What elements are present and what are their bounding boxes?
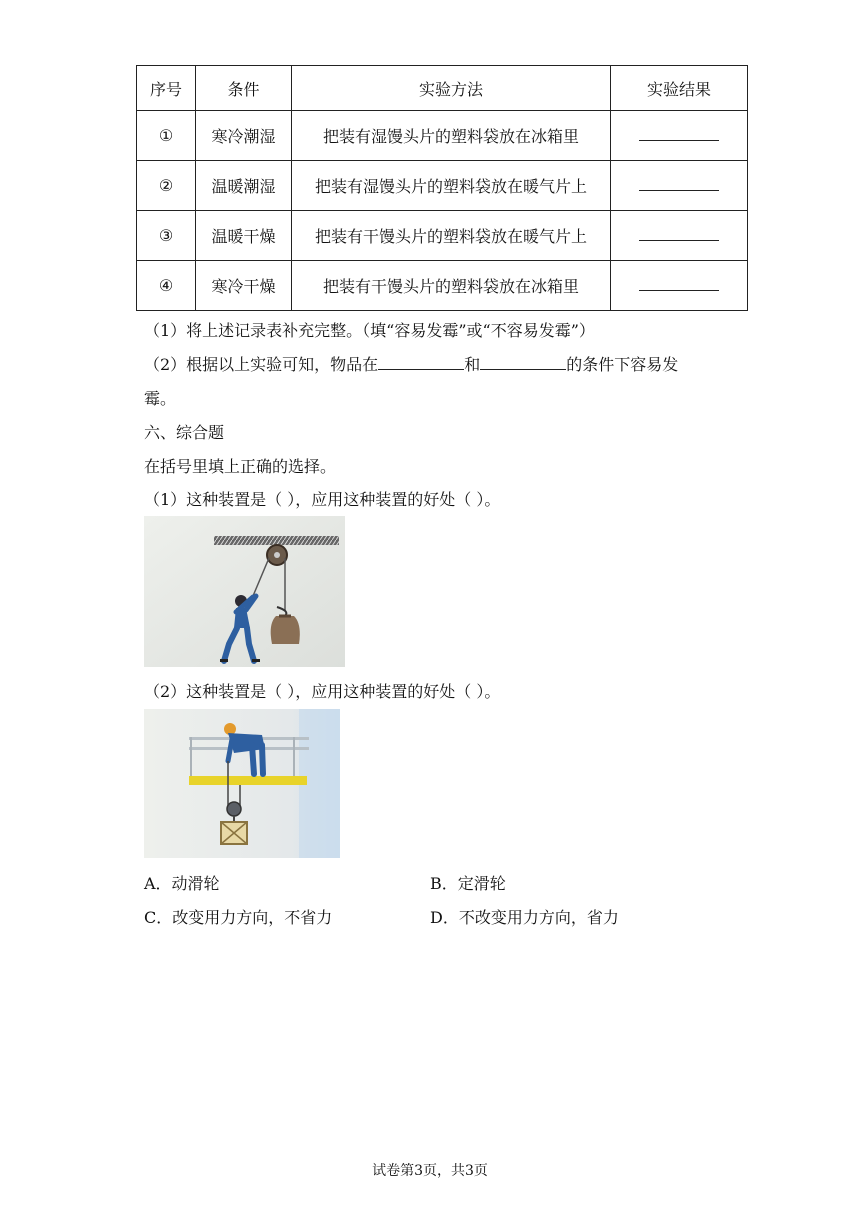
row-number: ② xyxy=(137,161,196,211)
row-condition: 温暖干燥 xyxy=(196,211,292,261)
col-header-condition: 条件 xyxy=(196,66,292,111)
movable-pulley-image xyxy=(144,709,340,858)
result-blank[interactable] xyxy=(611,161,748,211)
fixed-pulley-image xyxy=(144,516,345,667)
question-2-text-c: 的条件下容易发 xyxy=(566,355,679,374)
instruction: 在括号里填上正确的选择。 xyxy=(144,457,337,476)
row-condition: 寒冷潮湿 xyxy=(196,111,292,161)
question-1: （1）将上述记录表补充完整。（填“容易发霉”或“不容易发霉”） xyxy=(144,321,595,340)
option-c: C．改变用力方向，不省力 xyxy=(144,908,333,927)
table-header-row xyxy=(137,66,748,111)
table-row xyxy=(137,161,748,211)
question-2-text-b: 和 xyxy=(464,355,481,374)
option-b: B．定滑轮 xyxy=(430,874,506,893)
result-blank[interactable] xyxy=(611,261,748,311)
question-2 xyxy=(144,352,678,375)
row-method: 把装有湿馒头片的塑料袋放在冰箱里 xyxy=(292,111,611,161)
table-row xyxy=(137,261,748,311)
answer-blank-1[interactable] xyxy=(378,355,464,370)
blank-line xyxy=(639,226,719,241)
option-a: A．动滑轮 xyxy=(144,874,220,893)
blank-line xyxy=(639,126,719,141)
blank-line xyxy=(639,176,719,191)
experiment-table xyxy=(136,65,748,311)
row-condition: 寒冷干燥 xyxy=(196,261,292,311)
row-method: 把装有干馒头片的塑料袋放在暖气片上 xyxy=(292,211,611,261)
answer-blank-2[interactable] xyxy=(480,355,566,370)
sub-question-2: （2）这种装置是（ ），应用这种装置的好处（ ）。 xyxy=(144,682,501,701)
col-header-method: 实验方法 xyxy=(292,66,611,111)
question-2-text-a: （2）根据以上实验可知，物品在 xyxy=(144,355,379,374)
row-condition: 温暖潮湿 xyxy=(196,161,292,211)
blank-line xyxy=(639,276,719,291)
result-blank[interactable] xyxy=(611,111,748,161)
col-header-result: 实验结果 xyxy=(611,66,748,111)
row-number: ④ xyxy=(137,261,196,311)
table-row xyxy=(137,211,748,261)
sub-question-1: （1）这种装置是（ ），应用这种装置的好处（ ）。 xyxy=(144,490,501,509)
col-header-number: 序号 xyxy=(137,66,196,111)
question-2-continued: 霉。 xyxy=(144,389,177,408)
row-number: ① xyxy=(137,111,196,161)
row-method: 把装有湿馒头片的塑料袋放在暖气片上 xyxy=(292,161,611,211)
section-title: 六、综合题 xyxy=(144,423,225,442)
row-number: ③ xyxy=(137,211,196,261)
result-blank[interactable] xyxy=(611,211,748,261)
row-method: 把装有干馒头片的塑料袋放在冰箱里 xyxy=(292,261,611,311)
option-d: D．不改变用力方向，省力 xyxy=(430,908,619,927)
table-row xyxy=(137,111,748,161)
page-footer: 试卷第3页，共3页 xyxy=(372,1163,488,1179)
